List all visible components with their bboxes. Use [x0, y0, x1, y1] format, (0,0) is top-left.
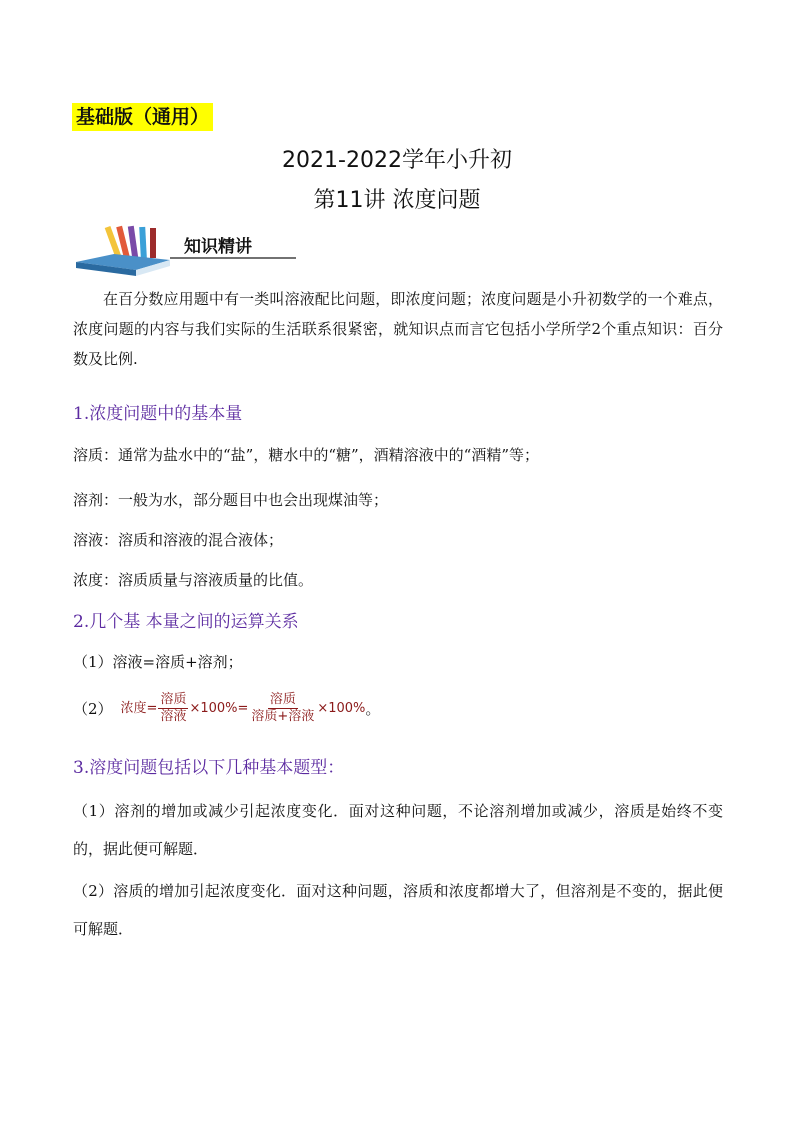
- fraction-2: [249, 692, 316, 725]
- lesson-title: 第11讲 浓度问题: [313, 188, 481, 213]
- concentration-formula: [121, 692, 366, 725]
- rule-2-label: （2）: [73, 699, 113, 718]
- formula-lhs: 浓度=: [120, 700, 158, 716]
- formula-middle: ×100%=: [189, 700, 249, 716]
- fraction-2-numerator: 溶质: [269, 692, 296, 707]
- definition-solute: 溶质：通常为盐水中的“盐”，糖水中的“糖”，酒精溶液中的“酒精”等；: [73, 446, 540, 464]
- fraction-1-numerator: 溶质: [160, 692, 187, 707]
- section-banner-label: 知识精讲: [184, 237, 252, 257]
- fraction-1-denominator: 溶液: [160, 709, 187, 724]
- definition-concentration: 浓度：溶质质量与溶液质量的比值。: [73, 571, 314, 589]
- intro-paragraph: 在百分数应用题中有一类叫溶液配比问题，即浓度问题；浓度问题是小升初数学的一个难点，浓度问题的内容与我们实际的生活联系很紧密，就知识点而言它包括小学所学2个重点知识：百分数及比例.: [73, 290, 723, 368]
- formula-tail: ×100%: [317, 700, 366, 716]
- type-2-paragraph: （2）溶质的增加引起浓度变化．面对这种问题，溶质和浓度都增大了，但溶剂是不变的，据此便可解题．: [73, 882, 723, 938]
- edition-badge: 基础版（通用）: [72, 103, 213, 131]
- section-1-heading: 1.浓度问题中的基本量: [73, 404, 243, 424]
- rule-2: [73, 692, 380, 725]
- formula-end: 。: [365, 699, 381, 718]
- type-1-paragraph: （1）溶剂的增加或减少引起浓度变化．面对这种问题，不论溶剂增加或减少，溶质是始终不变的，据此便可解题．: [73, 802, 723, 858]
- rule-1: （1）溶液=溶质+溶剂；: [73, 653, 243, 671]
- section-3-heading: 3.溶度问题包括以下几种基本题型：: [73, 758, 345, 778]
- fraction-2-denominator: 溶质+溶液: [251, 709, 315, 724]
- fraction-1: [158, 692, 188, 725]
- definition-solution: 溶液：溶质和溶液的混合液体；: [73, 531, 284, 549]
- document-title: 2021-2022学年小升初: [282, 148, 512, 173]
- section-2-heading: 2.几个基 本量之间的运算关系: [73, 612, 299, 632]
- definition-solvent: 溶剂：一般为水，部分题目中也会出现煤油等；: [73, 491, 389, 509]
